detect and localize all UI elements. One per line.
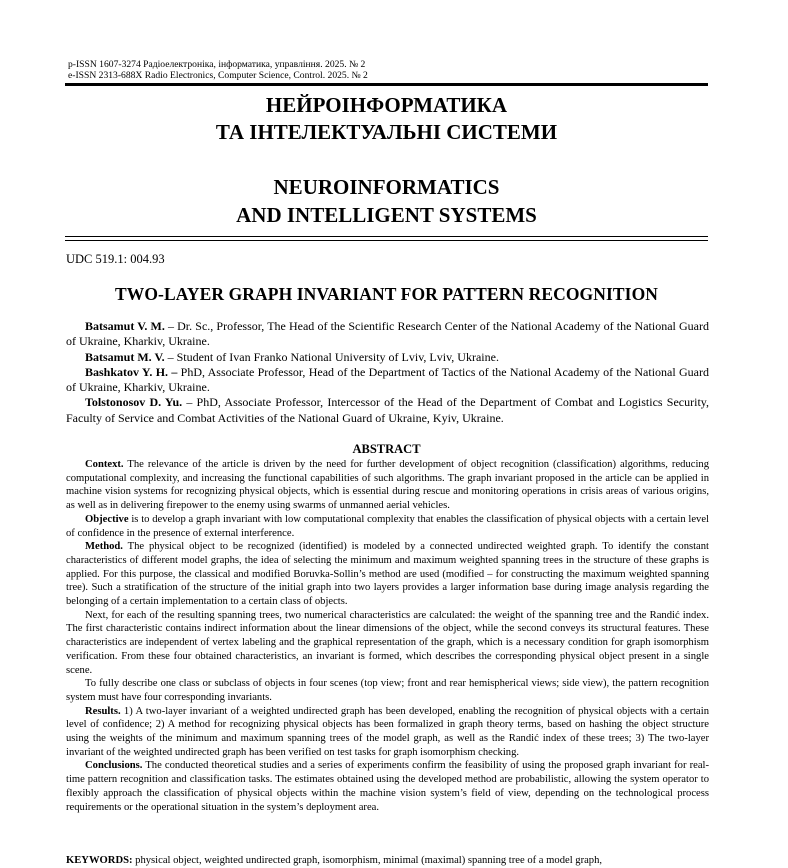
abstract-method-cont-2	[66, 677, 709, 704]
author-entry	[66, 395, 709, 426]
abstract-conclusions	[66, 759, 709, 814]
author-name: Bashkatov Y. H. –	[85, 364, 178, 379]
paragraph-label: Context.	[85, 459, 124, 470]
author-name: Batsamut M. V.	[85, 349, 165, 364]
paragraph-text: The physical object to be recognized (identified) is modeled by a connected undirected weighted graph. To identify the constant characteristics of different model graphs, the idea of selecting the minimum and maximum weighted spanning trees in the structure of these graphs is applied. For this purpose, the classical and modified Boruvka-Sollin’s method are used (modified – for constructing the maximum weighted spanning tree). Such a stratification of the structure of the initial graph into two layers provides a larger information base during image analysis regarding the belonging of a certain implementation to a certain class of objects.	[66, 541, 709, 608]
author-list	[66, 319, 709, 426]
journal-issn-header	[68, 59, 368, 81]
abstract-context	[66, 458, 709, 513]
author-name: Tolstonosov D. Yu.	[85, 395, 183, 410]
abstract-method	[66, 540, 709, 609]
paragraph-label: Objective	[85, 513, 129, 525]
author-affiliation: – Dr. Sc., Professor, The Head of the Scientific Research Center of the National Academy of the National Guard of Ukraine, Kharkiv, Ukraine.	[66, 319, 709, 349]
paragraph-text: 1) A two-layer invariant of a weighted undirected graph has been developed, enabling the recognition of physical objects with a certain level of confidence; 2) A method for recognizing physical objects has been formalized in graph theory terms, based on hashing the object structure using the weights of the minimum and maximum spanning trees of the model graph, as well as the Randić index of these trees; 3) The two-layer invariant of the weighted undirected graph has been verified on test tasks for graph isomorphism checking.	[66, 705, 709, 758]
keywords-text: physical object, weighted undirected graph, isomorphism, minimal (maximal) spanning tree of a model graph,	[132, 855, 603, 866]
paragraph-text: To fully describe one class or subclass of objects in four scenes (top view; front and rear hemispherical views; side view), the pattern recognition system must have four corresponding invariants.	[66, 678, 709, 703]
paragraph-text: The relevance of the article is driven by the need for further development of object recognition (classification) algorithms, reducing computational complexity, and increasing the functional capabilities of such algorithms. The graph invariant proposed in the article can be applied in machine vision systems for recognizing physical objects, which is essential during rescue and monitoring operations in crisis areas of various origins, as well as in delivering firepower to the enemy using swarms of unmanned aerial vehicles.	[66, 459, 709, 512]
section-title-en-1: NEUROINFORMATICS	[273, 175, 500, 199]
paragraph-text: is to develop a graph invariant with low computational complexity that enables the classification of physical objects with a certain level of confidence in the presence of external interference.	[66, 513, 709, 539]
section-title-uk-2: ТА ІНТЕЛЕКТУАЛЬНІ СИСТЕМИ	[215, 120, 558, 144]
e-issn-line: e-ISSN 2313-688X Radio Electronics, Computer Science, Control. 2025. № 2	[68, 70, 368, 81]
abstract-body	[66, 458, 709, 814]
section-title-en-2: AND INTELLIGENT SYSTEMS	[236, 203, 537, 227]
paragraph-label: Results.	[85, 705, 121, 717]
abstract-heading: ABSTRACT	[352, 442, 421, 456]
author-name: Batsamut V. M.	[85, 319, 165, 333]
section-title-uk-1: НЕЙРОІНФОРМАТИКА	[265, 93, 508, 117]
paragraph-text: The conducted theoretical studies and a series of experiments confirm the feasibility of using the proposed graph invariant for real-time pattern recognition and classification tasks. The estimates obtained using the developed method are probabilistic, allowing the system operator to flexibly approach the classification of physical objects within the machine vision system’s field of view, depending on the technological process requirements or the operational situation in the system’s deployment area.	[66, 760, 709, 813]
author-entry	[66, 319, 709, 350]
header-rule	[65, 83, 708, 86]
keywords-label: KEYWORDS:	[66, 855, 133, 866]
author-affiliation: – PhD, Associate Professor, Intercessor of the Head of the Department of Combat and Logistics Security, Faculty of Service and Combat Activities of the National Guard of Ukraine, Kyiv, Ukraine.	[66, 395, 709, 425]
author-affiliation: – Student of Ivan Franko National University of Lviv, Lviv, Ukraine.	[164, 349, 499, 364]
paper-title: TWO-LAYER GRAPH INVARIANT FOR PATTERN RECOGNITION	[114, 284, 659, 304]
keywords-line	[66, 854, 709, 868]
author-entry	[66, 365, 709, 396]
paragraph-label: Conclusions.	[85, 760, 143, 772]
abstract-results	[66, 705, 709, 760]
paragraph-text: Next, for each of the resulting spanning trees, two numerical characteristics are calculated: the weight of the spanning tree and the Randić index. The first characteristic contains indirect information about the linear dimensions of the object, while the second conveys its structural features. These characteristics are independent of vertex labeling and the graphical representation of the graph, which is a necessary condition for graph isomorphism verification. From these four obtained characteristics, an invariant is formed, which describes the corresponding physical object present in a single scene.	[66, 609, 709, 676]
udc-code: UDC 519.1: 004.93	[66, 252, 165, 266]
author-affiliation: PhD, Associate Professor, Head of the Department of Tactics of the National Academy of the National Guard of Ukraine, Kharkiv, Ukraine.	[66, 364, 709, 395]
abstract-method-cont-1	[66, 609, 709, 678]
paragraph-label: Method.	[85, 541, 123, 553]
section-double-rule	[65, 236, 708, 241]
author-entry	[66, 350, 709, 365]
p-issn-line: p-ISSN 1607-3274 Радіоелектроніка, інформатика, управління. 2025. № 2	[68, 59, 366, 70]
abstract-objective	[66, 513, 709, 540]
